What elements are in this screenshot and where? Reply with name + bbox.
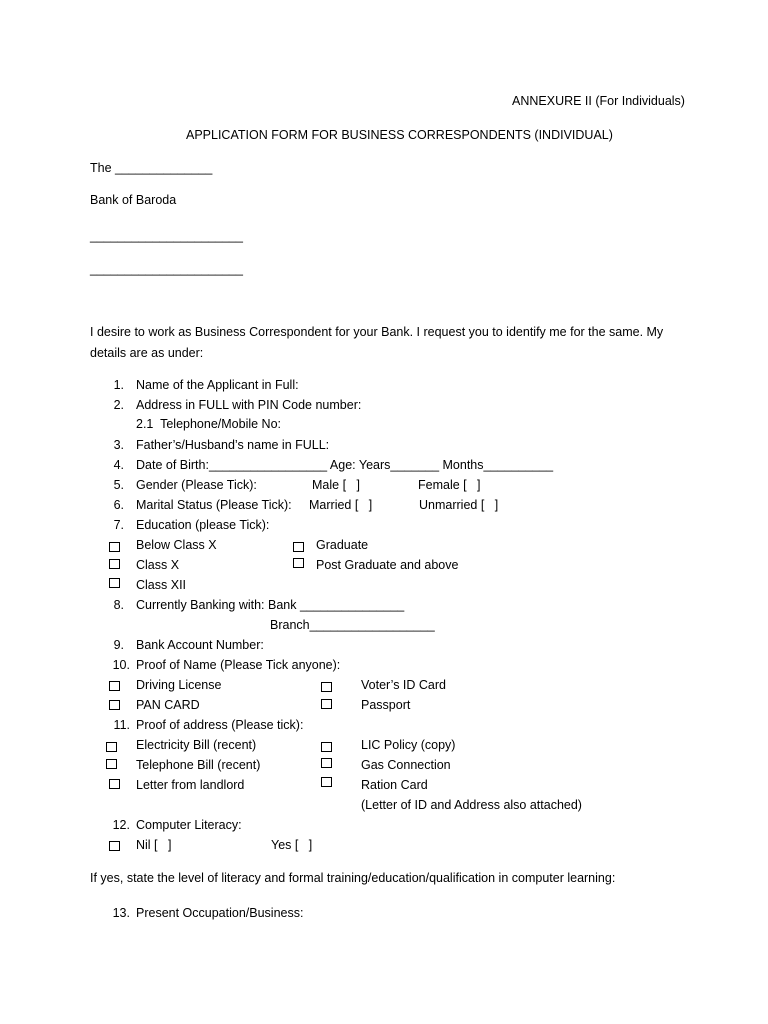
attachment-note: (Letter of ID and Address also attached)	[361, 798, 582, 812]
proof-name-pan-card: PAN CARD	[136, 698, 200, 712]
proof-of-address-label: Proof of address (Please tick):	[136, 718, 304, 732]
gender-male-option[interactable]: Male [ ]	[312, 478, 360, 492]
education-class-x: Class X	[136, 558, 180, 572]
item-number: 1.	[113, 378, 124, 392]
addressee-the: The ______________	[90, 161, 213, 175]
addressee-bank: Bank of Baroda	[90, 193, 177, 207]
checkbox-class-xii[interactable]	[109, 578, 120, 588]
literacy-detail-prompt: If yes, state the level of literacy and formal training/education/qualification in computer learning:	[90, 871, 616, 885]
proof-address-letter-landlord: Letter from landlord	[136, 778, 245, 792]
address-label: Address in FULL with PIN Code number:	[136, 398, 362, 412]
checkbox-telephone-bill[interactable]	[106, 759, 117, 769]
bank-account-label: Bank Account Number:	[136, 638, 264, 652]
education-label: Education (please Tick):	[136, 518, 270, 532]
education-post-graduate: Post Graduate and above	[316, 558, 459, 572]
checkbox-voter-id[interactable]	[321, 682, 332, 692]
item-number: 5.	[113, 478, 124, 492]
checkbox-pan-card[interactable]	[109, 700, 120, 710]
checkbox-lic-policy[interactable]	[321, 742, 332, 752]
checkbox-graduate[interactable]	[293, 542, 304, 552]
checkbox-class-x[interactable]	[109, 559, 120, 569]
father-name-label: Father’s/Husband’s name in FULL:	[136, 438, 330, 452]
present-occupation-label: Present Occupation/Business:	[136, 906, 304, 920]
checkbox-computer-literacy[interactable]	[109, 841, 120, 851]
proof-address-electricity-bill: Electricity Bill (recent)	[136, 738, 257, 752]
checkbox-gas-connection[interactable]	[321, 758, 332, 768]
item-number: 11.	[113, 718, 130, 732]
gender-female-option[interactable]: Female [ ]	[418, 478, 481, 492]
proof-of-name-label: Proof of Name (Please Tick anyone):	[136, 658, 341, 672]
married-option[interactable]: Married [ ]	[309, 498, 373, 512]
branch-label: Branch__________________	[270, 618, 435, 632]
checkbox-ration-card[interactable]	[321, 777, 332, 787]
computer-literacy-label: Computer Literacy:	[136, 818, 242, 832]
computer-literacy-nil-option[interactable]: Nil [ ]	[136, 838, 172, 852]
intro-line-1: I desire to work as Business Correspondent for your Bank. I request you to identify me for the same. My	[90, 325, 664, 339]
item-number: 7.	[113, 518, 124, 532]
annexure-label: ANNEXURE II (For Individuals)	[512, 94, 685, 108]
dob-age-label: Date of Birth:_________________ Age: Years_______ Months__________	[136, 458, 554, 472]
intro-line-2: details are as under:	[90, 346, 204, 360]
proof-name-driving-license: Driving License	[136, 678, 222, 692]
item-number: 4.	[113, 458, 124, 472]
form-title: APPLICATION FORM FOR BUSINESS CORRESPONDENTS (INDIVIDUAL)	[186, 128, 613, 142]
marital-status-label: Marital Status (Please Tick):	[136, 498, 292, 512]
proof-address-telephone-bill: Telephone Bill (recent)	[136, 758, 261, 772]
item-number: 10.	[112, 658, 130, 672]
checkbox-passport[interactable]	[321, 699, 332, 709]
item-number: 12.	[112, 818, 130, 832]
item-number: 2.	[113, 398, 124, 412]
proof-address-gas-connection: Gas Connection	[361, 758, 451, 772]
address-line-2: ______________________	[90, 262, 243, 276]
item-number: 3.	[113, 438, 124, 452]
education-class-xii: Class XII	[136, 578, 187, 592]
address-line-1: ______________________	[90, 229, 243, 243]
checkbox-post-graduate[interactable]	[293, 558, 304, 568]
applicant-name-label: Name of the Applicant in Full:	[136, 378, 299, 392]
education-graduate: Graduate	[316, 538, 369, 552]
item-number: 13.	[112, 906, 130, 920]
proof-address-ration-card: Ration Card	[361, 778, 428, 792]
telephone-label: 2.1 Telephone/Mobile No:	[136, 417, 282, 431]
proof-name-passport: Passport	[361, 698, 411, 712]
checkbox-letter-from-landlord[interactable]	[109, 779, 120, 789]
proof-address-lic-policy: LIC Policy (copy)	[361, 738, 456, 752]
checkbox-electricity-bill[interactable]	[106, 742, 117, 752]
education-below-class-x: Below Class X	[136, 538, 217, 552]
unmarried-option[interactable]: Unmarried [ ]	[419, 498, 499, 512]
computer-literacy-yes-option[interactable]: Yes [ ]	[271, 838, 313, 852]
checkbox-below-class-x[interactable]	[109, 542, 120, 552]
item-number: 6.	[113, 498, 124, 512]
item-number: 8.	[113, 598, 124, 612]
proof-name-voter-id: Voter’s ID Card	[361, 678, 446, 692]
gender-label: Gender (Please Tick):	[136, 478, 257, 492]
item-number: 9.	[113, 638, 124, 652]
current-bank-label: Currently Banking with: Bank _______________	[136, 598, 405, 612]
checkbox-driving-license[interactable]	[109, 681, 120, 691]
